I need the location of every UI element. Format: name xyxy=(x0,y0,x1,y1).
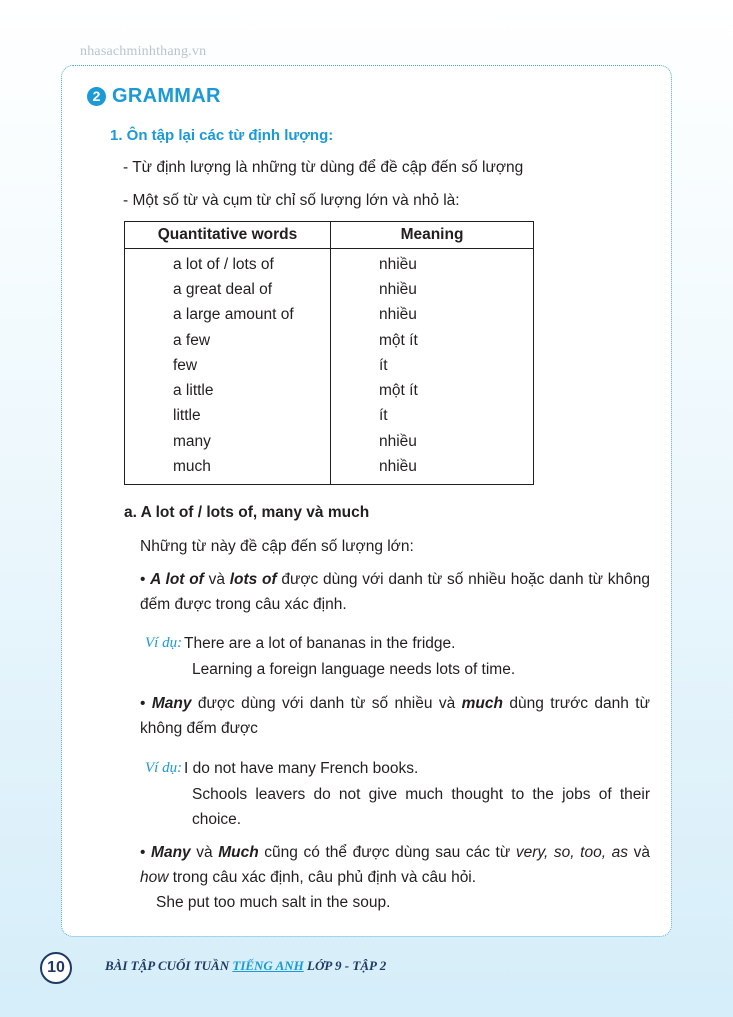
table-row xyxy=(125,378,534,403)
site-watermark: nhasachminhthang.vn xyxy=(80,44,207,59)
word-cell: few xyxy=(125,353,331,378)
meaning-cell: nhiều xyxy=(331,277,534,302)
meaning-cell: nhiều xyxy=(331,454,534,484)
term-lots-of: lots of xyxy=(229,571,277,588)
table-row xyxy=(125,249,534,278)
word-cell: a little xyxy=(125,378,331,403)
rule-2-paragraph: • Many được dùng với danh từ số nhiều và much dùng trước danh từ không đếm được xyxy=(140,695,650,737)
footer-subject: TIẾNG ANH xyxy=(232,958,304,973)
example-label: Ví dụ: xyxy=(145,760,183,776)
example-sentence: I do not have many French books. xyxy=(184,760,419,777)
word-cell: a lot of / lots of xyxy=(125,249,331,278)
table-row xyxy=(125,429,534,454)
term-many: Many xyxy=(151,844,191,861)
example-sentence: There are a lot of bananas in the fridge. xyxy=(184,635,456,652)
modifier-words: very, so, too, as xyxy=(515,844,629,861)
modifier-how: how xyxy=(140,869,169,886)
table-row xyxy=(125,454,534,484)
example-label: Ví dụ: xyxy=(145,635,183,651)
table-header-row xyxy=(125,222,534,249)
word-cell: a few xyxy=(125,328,331,353)
term-much: Much xyxy=(218,844,259,861)
section-title: GRAMMAR xyxy=(112,85,221,107)
rule-3-paragraph: • Many và Much cũng có thể được dùng sau các từ very, so, too, as và how trong câu xác định, câu phủ định và câu hỏi. xyxy=(140,844,650,886)
table-row xyxy=(125,277,534,302)
term-a-lot-of: A lot of xyxy=(150,571,204,588)
quantifier-table xyxy=(124,221,534,485)
term-much: much xyxy=(461,695,503,712)
word-cell: much xyxy=(125,454,331,484)
meaning-cell: nhiều xyxy=(331,249,534,278)
meaning-cell: ít xyxy=(331,353,534,378)
meaning-cell: nhiều xyxy=(331,429,534,454)
word-cell: little xyxy=(125,404,331,429)
part-a-title: a. A lot of / lots of, many và much xyxy=(124,504,370,521)
meaning-cell: ít xyxy=(331,404,534,429)
part-a-intro: Những từ này đề cập đến số lượng lớn: xyxy=(140,538,414,555)
list-intro-line: - Một số từ và cụm từ chỉ số lượng lớn và nhỏ là: xyxy=(123,192,460,209)
example-sentence: Learning a foreign language needs lots of time. xyxy=(192,661,516,678)
page-number: 10 xyxy=(40,952,72,984)
meaning-cell: một ít xyxy=(331,328,534,353)
meaning-cell: một ít xyxy=(331,378,534,403)
table-row xyxy=(125,353,534,378)
example-sentence: She put too much salt in the soup. xyxy=(156,894,391,911)
rule-1-paragraph: • A lot of và lots of được dùng với danh từ số nhiều hoặc danh từ không đếm được trong câu xác định. xyxy=(140,571,651,613)
definition-line: - Từ định lượng là những từ dùng để đề cập đến số lượng xyxy=(123,159,524,176)
section-number-badge: 2 xyxy=(87,87,106,106)
subsection-title: 1. Ôn tập lại các từ định lượng: xyxy=(110,127,334,144)
meaning-cell: nhiều xyxy=(331,303,534,328)
word-cell: a great deal of xyxy=(125,277,331,302)
table-row xyxy=(125,303,534,328)
table-row xyxy=(125,404,534,429)
example-sentence: Schools leavers do not give much thought to the jobs of their choice. xyxy=(192,786,650,828)
column-header-words: Quantitative words xyxy=(125,222,331,249)
term-many: Many xyxy=(151,695,192,712)
table-row xyxy=(125,328,534,353)
footer-title: BÀI TẬP CUỐI TUẦN TIẾNG ANH LỚP 9 - TẬP 2 xyxy=(105,958,387,973)
column-header-meaning: Meaning xyxy=(331,222,534,249)
word-cell: a large amount of xyxy=(125,303,331,328)
word-cell: many xyxy=(125,429,331,454)
